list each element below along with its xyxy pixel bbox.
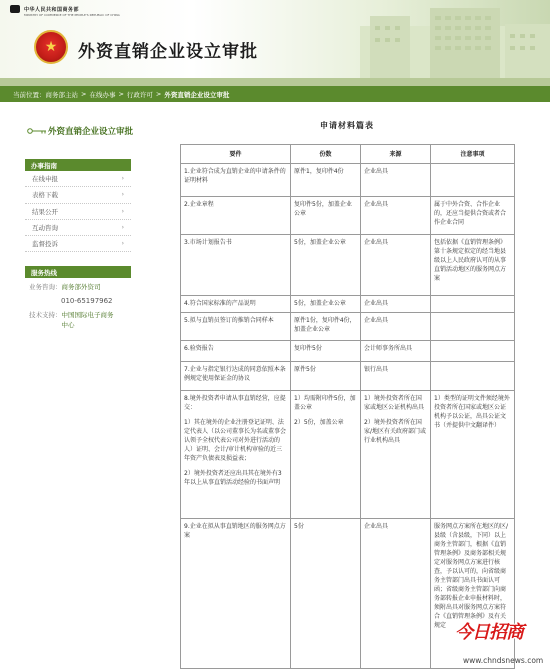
cell-source: 企业出具 [361, 519, 431, 669]
column-header: 注意事项 [431, 145, 515, 164]
sidebar [25, 125, 131, 330]
government-building-image [300, 6, 550, 86]
cell-notes: 属于中外合资、合作企业的，还应当提供合资或者合作企业合同 [431, 197, 515, 235]
table-row [181, 197, 515, 235]
cell-source: 企业出具 [361, 296, 431, 313]
table-row [181, 362, 515, 391]
table-header-row [181, 145, 515, 164]
breadcrumb-current: 外资直销企业设立审批 [164, 90, 230, 99]
cell-paragraph: 8.境外投资者申请从事直销经营，应提交： [184, 395, 286, 411]
breadcrumb-link-admin-license[interactable]: 行政许可 [126, 90, 153, 99]
cell-copies: 复印件5份 [291, 341, 361, 362]
sidebar-item-form-download[interactable] [25, 187, 131, 203]
cell-source: 企业出具 [361, 164, 431, 197]
cell-item: 4.符合国家标准的产品说明 [181, 296, 291, 313]
cell-notes [431, 341, 515, 362]
cell-source: 银行出具 [361, 362, 431, 391]
cell-notes: 服务网点方案所在地区的区/县级（含县级，下同）以上商务主管部门，根据《直销管理条例》及商务部相关规定对服务网点方案进行核查，予以认可的，向省级商务主管部门出具书面认可函；省级商务主管部门向商务部转报企业申报材料时，须附出具对服务网点方案符合《直销管理条例》及有关规定 [431, 519, 515, 669]
cell-notes [431, 362, 515, 391]
hotline-heading: 服务热线 [25, 266, 131, 278]
sidebar-item-label: 表格下载 [32, 191, 58, 200]
business-contact-value[interactable]: 商务部外资司 [61, 283, 101, 292]
cell-copies: 原件1份，复印件4份，加盖企业公章 [291, 313, 361, 341]
cell-paragraph: 1）其在境外的企业注册登记证明、法定代表人（以公司董事长为名或董事会认领予全权代表公司对外进行活动的人）证明、会计/审计机构审验的近三年资产负债表及损益表； [184, 419, 287, 462]
page-title: 申请材料篇表 [320, 121, 374, 130]
cell-paragraph: 2）5份，加盖公章 [294, 419, 344, 426]
chevron-right-icon: › [121, 224, 124, 232]
sidebar-title-block [25, 125, 131, 159]
sidebar-item-complaint[interactable] [25, 236, 131, 252]
guide-heading[interactable]: 办事指南 [25, 159, 131, 171]
business-contact-label: 业务咨询： [29, 283, 62, 292]
column-header: 要件 [181, 145, 291, 164]
header-divider [0, 78, 550, 86]
business-contact [25, 282, 131, 292]
cell-paragraph: 2）境外投资者还应出具其在境外有3年以上从事直销活动经验的书面声明 [184, 470, 282, 486]
ministry-english-name: MINISTRY OF COMMERCE OF THE PEOPLE'S REPUBLIC OF CHINA [24, 13, 120, 17]
breadcrumb-separator: > [81, 90, 87, 98]
cell-item: 3.市场计划报告书 [181, 235, 291, 296]
site-title: 外资直销企业设立审批 [78, 42, 258, 62]
watermark-url: www.chndsnews.com [463, 656, 544, 665]
table-row [181, 296, 515, 313]
cell-source: 企业出具 [361, 197, 431, 235]
cell-source [361, 391, 431, 519]
cell-notes: 包括依据《直销管理条例》第十条规定拟定的经当地县级以上人民政府认可的从事直销活动地区的服务网点方案 [431, 235, 515, 296]
watermark-logo: 今日招商 [455, 622, 523, 643]
cell-copies: 原件1，复印件4份 [291, 164, 361, 197]
breadcrumb-link-online-service[interactable]: 在线办事 [89, 90, 116, 99]
column-header: 份数 [291, 145, 361, 164]
table-row [181, 313, 515, 341]
table-row [181, 164, 515, 197]
hotline-phone: 010-65197962 [61, 297, 113, 306]
emblem-star-icon: ★ [44, 39, 58, 55]
sidebar-item-label: 在线申报 [32, 175, 58, 184]
cell-notes [431, 296, 515, 313]
sidebar-item-label: 监督投诉 [32, 240, 58, 249]
table-row [181, 391, 515, 519]
cell-source: 企业出具 [361, 313, 431, 341]
chevron-right-icon: › [121, 175, 124, 183]
cell-copies: 复印件5份，加盖企业公章 [291, 197, 361, 235]
cell-item: 5.拟与直销员签订的推销合同样本 [181, 313, 291, 341]
sidebar-item-consult[interactable] [25, 220, 131, 236]
tech-support-contact [25, 310, 131, 330]
cell-paragraph: 2）境外投资者所在国家/地区有关政府部门或行业机构出具 [364, 419, 427, 444]
breadcrumb [0, 86, 550, 102]
cell-item: 1.企业符合成为直销企业的申请条件的证明材料 [181, 164, 291, 197]
cell-copies [291, 391, 361, 519]
breadcrumb-prefix: 当前位置： [13, 90, 46, 99]
cell-notes [431, 164, 515, 197]
ministry-name: 中华人民共和国商务部 [24, 6, 80, 13]
sidebar-item-online-apply[interactable] [25, 171, 131, 187]
breadcrumb-link-home[interactable]: 商务部主站 [45, 90, 78, 99]
cell-copies: 5份 [291, 519, 361, 669]
national-emblem-icon [34, 30, 68, 64]
ministry-name-line[interactable] [10, 4, 120, 17]
table-row [181, 235, 515, 296]
cell-notes: 1）类型的证明文件须经境外投资者所在国家或地区公证机构予以公证，出具公证文书（并提供中文翻译件） [431, 391, 515, 519]
chevron-right-icon: › [121, 240, 124, 248]
cell-item [181, 391, 291, 519]
column-header: 来源 [361, 145, 431, 164]
ministry-logo-icon [10, 5, 20, 13]
cell-source: 企业出具 [361, 235, 431, 296]
cell-paragraph: 1）境外投资者所在国家或地区公证机构出具 [364, 395, 425, 411]
sidebar-item-results[interactable] [25, 204, 131, 220]
sidebar-item-label: 结果公开 [32, 207, 58, 216]
cell-copies: 原件5份 [291, 362, 361, 391]
tech-support-label: 技术支持： [29, 311, 62, 320]
breadcrumb-separator: > [118, 90, 124, 98]
cell-item: 6.验资报告 [181, 341, 291, 362]
watermark [455, 618, 545, 668]
cell-notes [431, 313, 515, 341]
key-icon [27, 128, 47, 134]
breadcrumb-separator: > [155, 90, 162, 98]
cell-source: 会计师事务所出具 [361, 341, 431, 362]
sidebar-title: 外资直销企业设立审批 [47, 127, 133, 137]
cell-item: 2.企业章程 [181, 197, 291, 235]
site-header [0, 0, 550, 86]
chevron-right-icon: › [121, 191, 124, 199]
cell-copies: 5份，加盖企业公章 [291, 235, 361, 296]
chevron-right-icon: › [121, 207, 124, 215]
table-row [181, 341, 515, 362]
cell-copies: 5份，加盖企业公章 [291, 296, 361, 313]
cell-paragraph: 1）均需附印件5份，加盖公章 [294, 395, 356, 411]
cell-item: 9.企业在拟从事直销地区的服务网点方案 [181, 519, 291, 669]
materials-table [180, 144, 515, 669]
sidebar-item-label: 互动咨询 [32, 224, 58, 233]
tech-support-value[interactable]: 中国国际电子商务中心 [61, 311, 114, 330]
cell-item: 7.企业与指定银行达成的同意依照本条例规定使用保证金的协议 [181, 362, 291, 391]
